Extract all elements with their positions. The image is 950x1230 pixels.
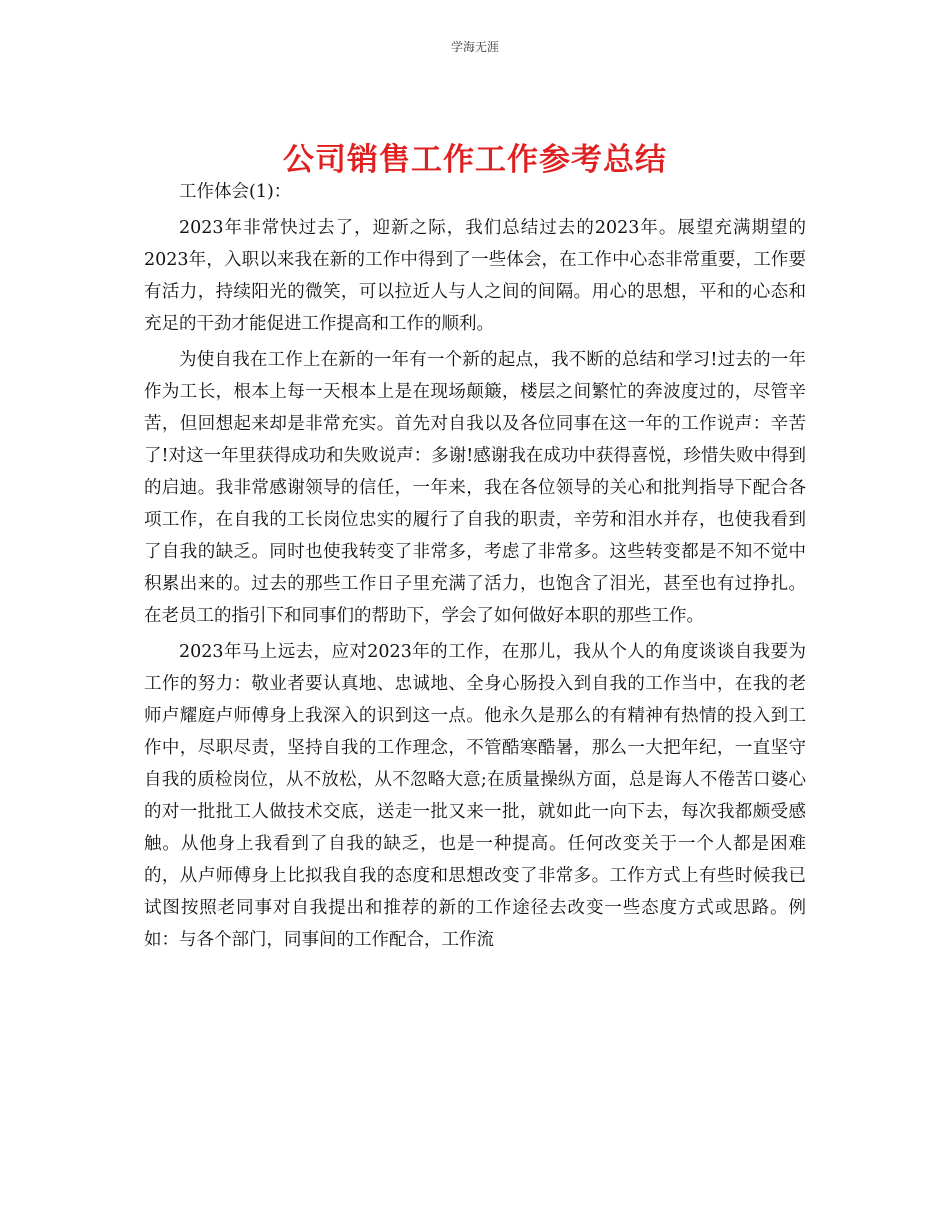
paragraph-subtitle: 工作体会(1)： (179, 182, 292, 202)
document-title: 公司销售工作工作参考总结 (283, 142, 667, 178)
document-body (144, 176, 806, 956)
paragraph-3: 2023年马上远去，应对2023年的工作，在那儿，我从个人的角度谈谈自我要为工作的努力：敬业者要认真地、忠诚地、全身心肠投入到自我的工作当中，在我的老师卢耀庭卢师傅身上我深入的识到这一点。他永久是那么的有精神有热情的投入到工作中，尽职尽责，坚持自我的工作理念，不管酷寒酷暑，那么一大把年纪，一直坚守自我的质检岗位，从不放松，从不忽略大意;在质量操纵方面，总是诲人不倦苦口婆心的对一批批工人做技术交底，送走一批又来一批，就如此一向下去，每次我都颇受感触。从他身上我看到了自我的缺乏，也是一种提高。任何改变关于一个人都是困难的，从卢师傅身上比拟我自我的态度和思想改变了非常多。工作方式上有些时候我已试图按照老同事对自我提出和推荐的新的工作途径去改变一些态度方式或思路。例如：与各个部门，同事间的工作配合，工作流 (144, 642, 806, 950)
paragraph-1: 2023年非常快过去了，迎新之际，我们总结过去的2023年。展望充满期望的2023年，入职以来我在新的工作中得到了一些体会，在工作中心态非常重要，工作要有活力，持续阳光的微笑，可以拉近人与人之间的间隔。用心的思想，平和的心态和充足的干劲才能促进工作提高和工作的顺利。 (144, 218, 806, 334)
page-header: 学海无涯 (450, 40, 499, 54)
paragraph-2: 为使自我在工作上在新的一年有一个新的起点，我不断的总结和学习!过去的一年作为工长，根本上每一天根本上是在现场颠簸，楼层之间繁忙的奔波度过的，尽管辛苦，但回想起来却是非常充实。首先对自我以及各位同事在这一年的工作说声：辛苦了!对这一年里获得成功和失败说声：多谢!感谢我在成功中获得喜悦，珍惜失败中得到的启迪。我非常感谢领导的信任，一年来，我在各位领导的关心和批判指导下配合各项工作，在自我的工长岗位忠实的履行了自我的职责，辛劳和泪水并存，也使我看到了自我的缺乏。同时也使我转变了非常多，考虑了非常多。这些转变都是不知不觉中积累出来的。过去的那些工作日子里充满了活力，也饱含了泪光，甚至也有过挣扎。在老员工的指引下和同事们的帮助下，学会了如何做好本职的那些工作。 (144, 350, 806, 626)
